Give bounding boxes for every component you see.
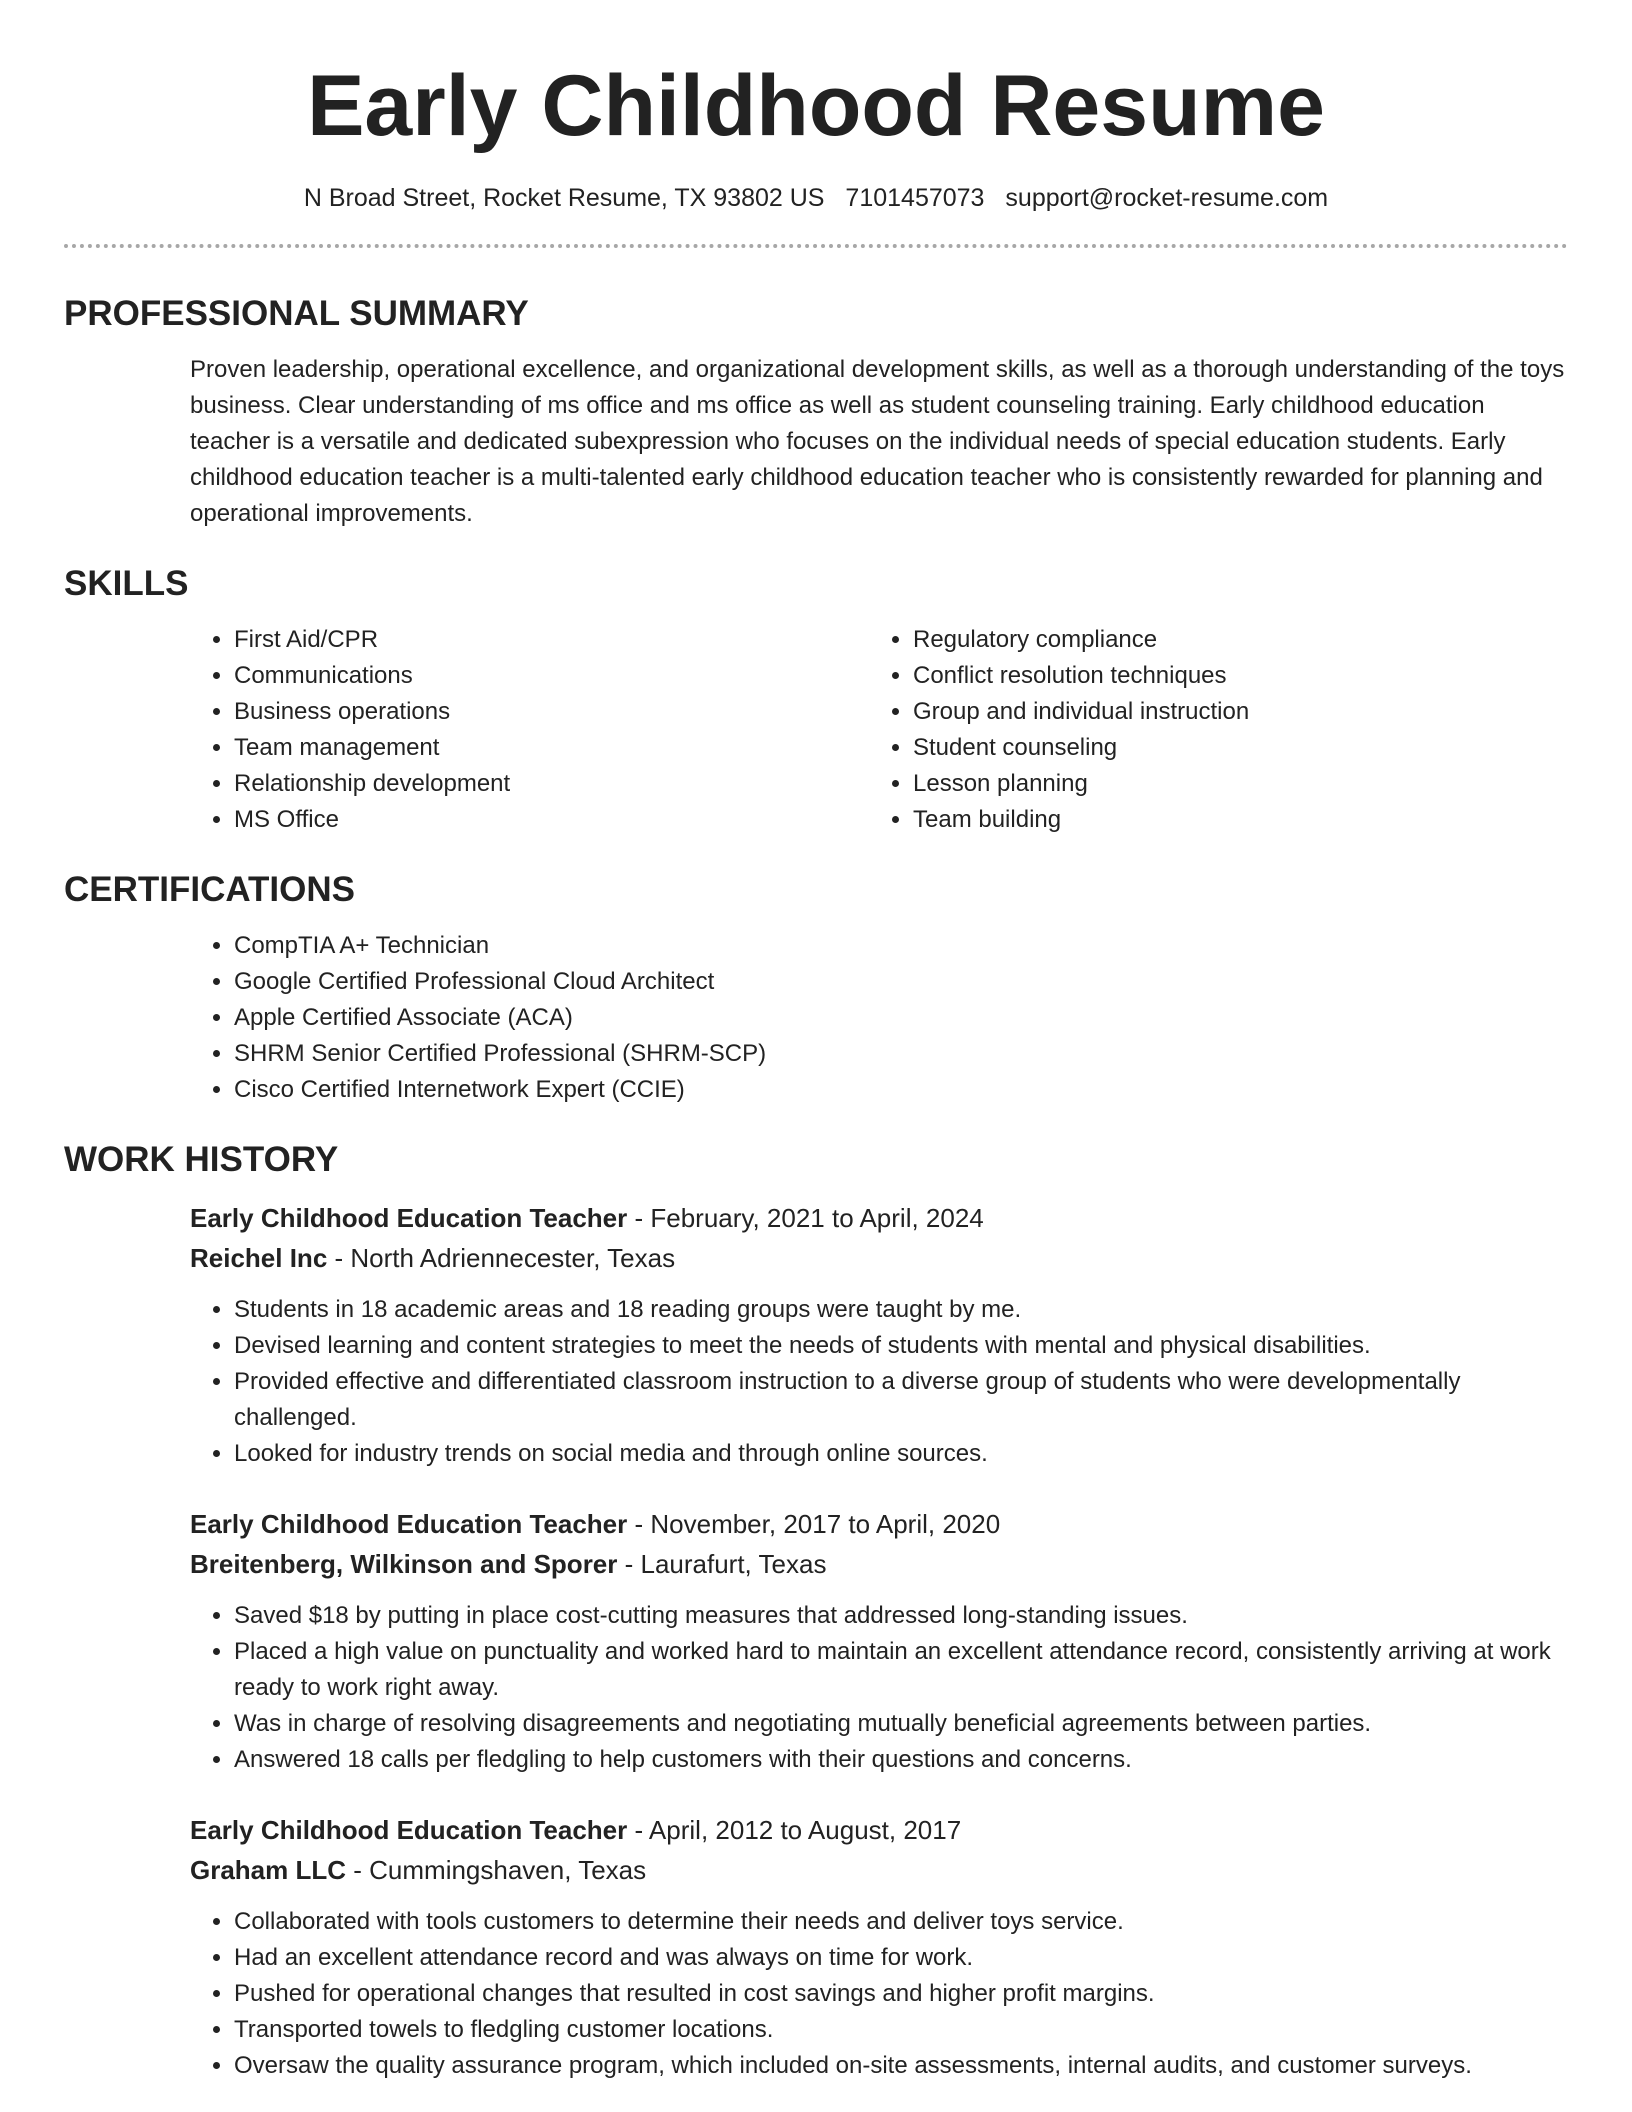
job-location: - Laurafurt, Texas [617,1549,827,1579]
work-history-heading: WORK HISTORY [64,1140,339,1179]
job-dates: - February, 2021 to April, 2024 [627,1203,984,1233]
job-bullet: • Looked for industry trends on social media and through online sources. [234,1436,1568,1472]
skill-item: • Regulatory compliance [913,622,1548,658]
certifications-heading: CERTIFICATIONS [64,870,356,909]
skills-list-left [190,622,869,838]
job-entry [190,1810,1568,2084]
job-bullet: • Collaborated with tools customers to determine their needs and deliver toys service. [234,1904,1568,1940]
header-divider [64,244,1568,248]
skills-column-left [190,622,869,838]
job-entry [190,1504,1568,1778]
skills-column-right [869,622,1548,838]
job-bullet: • Devised learning and content strategies to meet the needs of students with mental and physical disabilities. [234,1328,1568,1364]
certification-item: • SHRM Senior Certified Professional (SHRM-SCP) [234,1036,1568,1072]
skill-item: • Group and individual instruction [913,694,1548,730]
job-title: Early Childhood Education Teacher [190,1203,628,1233]
certifications-list [190,928,1568,1108]
job-bullet: • Pushed for operational changes that resulted in cost savings and higher profit margins. [234,1976,1568,2012]
job-bullet: • Transported towels to fledgling customer locations. [234,2012,1568,2048]
job-title-line [190,1198,1568,1238]
job-bullet: • Oversaw the quality assurance program, which included on-site assessments, internal audits, and customer surveys. [234,2048,1568,2084]
job-dates: - November, 2017 to April, 2020 [627,1509,1001,1539]
certification-item: • Google Certified Professional Cloud Architect [234,964,1568,1000]
contact-address: N Broad Street, Rocket Resume, TX 93802 US [303,184,825,212]
resume-name: Early Childhood Resume [307,58,1325,154]
job-company: Graham LLC [190,1855,347,1885]
skill-item: • Relationship development [234,766,869,802]
job-bullet: • Placed a high value on punctuality and worked hard to maintain an excellent attendance record, consistently arriving at work ready to work right away. [234,1634,1568,1706]
job-bullets [190,1904,1568,2084]
skill-item: • First Aid/CPR [234,622,869,658]
job-bullet: • Answered 18 calls per fledgling to help customers with their questions and concerns. [234,1742,1568,1778]
certification-item: • Apple Certified Associate (ACA) [234,1000,1568,1036]
job-bullets [190,1292,1568,1472]
job-company-line [190,1544,1568,1584]
skill-item: • Team management [234,730,869,766]
contact-phone: 7101457073 [845,184,985,212]
job-bullet: • Saved $18 by putting in place cost-cutting measures that addressed long-standing issues. [234,1598,1568,1634]
skills-heading: SKILLS [64,564,189,603]
skills-list-right [869,622,1548,838]
certification-item: • CompTIA A+ Technician [234,928,1568,964]
job-title-line [190,1810,1568,1850]
summary-text: Proven leadership, operational excellence, and organizational development skills, as well as a thorough understanding of the toys business. Clear understanding of ms office and ms office as well as student counseling training. Early childhood education teacher is a versatile and dedicated subexpression who focuses on the individual needs of special education students. Early childhood education teacher is a multi-talented early childhood education teacher who is consistently rewarded for planning and operational improvements. [190,356,1565,527]
job-bullet: • Had an excellent attendance record and was always on time for work. [234,1940,1568,1976]
contact-email: support@rocket-resume.com [1005,184,1329,212]
resume-page [64,0,1568,2084]
skills-list [190,622,1568,838]
job-title: Early Childhood Education Teacher [190,1815,628,1845]
job-bullets [190,1598,1568,1778]
certifications-section [190,928,1568,1108]
job-bullet: • Students in 18 academic areas and 18 reading groups were taught by me. [234,1292,1568,1328]
job-entry [190,1198,1568,1472]
skill-item: • Student counseling [913,730,1548,766]
summary-section [190,352,1568,532]
job-dates: - April, 2012 to August, 2017 [627,1815,962,1845]
job-location: - Cummingshaven, Texas [346,1855,647,1885]
skill-item: • Communications [234,658,869,694]
certification-item: • Cisco Certified Internetwork Expert (CCIE) [234,1072,1568,1108]
job-title-line [190,1504,1568,1544]
summary-heading: PROFESSIONAL SUMMARY [64,294,529,333]
job-company-line [190,1238,1568,1278]
job-bullet: • Provided effective and differentiated classroom instruction to a diverse group of students who were developmentally challenged. [234,1364,1568,1436]
job-location: - North Adriennecester, Texas [327,1243,676,1273]
job-title: Early Childhood Education Teacher [190,1509,628,1539]
job-company: Breitenberg, Wilkinson and Sporer [190,1549,618,1579]
contact-line [64,182,1568,214]
skill-item: • MS Office [234,802,869,838]
skill-item: • Lesson planning [913,766,1548,802]
skill-item: • Business operations [234,694,869,730]
skill-item: • Team building [913,802,1548,838]
skill-item: • Conflict resolution techniques [913,658,1548,694]
job-bullet: • Was in charge of resolving disagreements and negotiating mutually beneficial agreements between parties. [234,1706,1568,1742]
job-company-line [190,1850,1568,1890]
job-company: Reichel Inc [190,1243,328,1273]
